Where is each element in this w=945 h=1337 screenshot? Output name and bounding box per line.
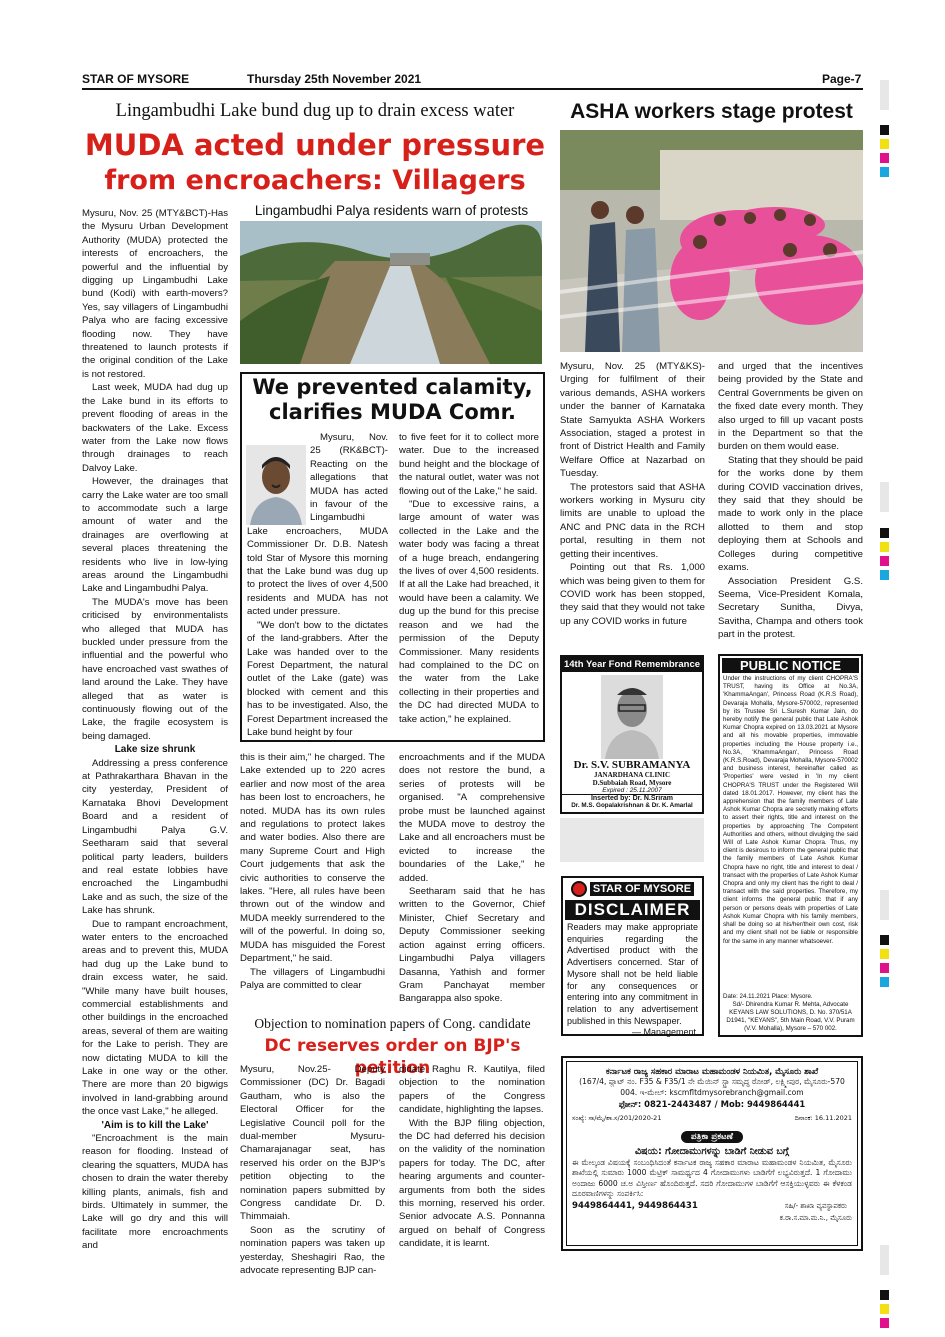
lead-para: The villagers of Lingambudhi Palya are committed to clear (240, 966, 385, 991)
lead-para: Due to rampant encroachment, water enters to the encroached areas and to prevent this, MUDA had dug up the Lake bund to drain excess water, he said. "While many have built houses, commercial establishments and other buildings in the encroached areas, several of them are waiting for the Lake to perish. They are now dictating MUDA to kill the Lake in one way or the other. There are more than 20 bigwigs involved in land-grabbing around the once vast Lake," he alleged. (82, 918, 228, 1118)
photo-float (247, 431, 310, 523)
remembrance-photo (601, 675, 663, 759)
calamity-para: Mysuru, Nov. 25 (RK&BCT)-Reacting on the allegations that MUDA has acted in favour of the Lingambudhi Lake encroachers, MUDA Commissioner Dr. D.B. Natesh told Star of Mysore this morning that the Lake bund was dug up to protect the lives of over 4,500 residents and MUDA has not acted under pressure. (247, 432, 388, 618)
remembrance-clinic: JANARDHANA CLINIC (593, 771, 671, 779)
calamity-column-1 (247, 431, 388, 739)
remembrance-ad (560, 655, 704, 814)
kannada-body: ಈ ಮೇಲ್ಕಂಡ ವಿಷಯಕ್ಕೆ ಸಂಬಂಧಿಸಿದಂತೆ ಕರ್ನಾಟಕ ರಾಜ್ಯ ಸಹಕಾರ ಮಾರಾಟ ಮಹಾಮಂಡಳ ನಿಯಮಿತ, ಮೈಸೂರು ಶಾಖೆಯಲ್ಲಿ ಸುಮಾರು 1000 ಮೆಟ್ರಿಕ್ ಸಾಮರ್ಥ್ಯದ 4 ಗೋದಾಮುಗಳು ಬಾಡಿಗೆಗೆ ಲಭ್ಯವಿರುತ್ತದೆ. 1 ಗೋದಾಮು ಅಂದಾಜು 6000 ಚ.ಅ ವಿಸ್ತೀರ್ಣ ಹೊಂದಿರುತ್ತದೆ. ಸದರಿ ಗೋದಾಮುಗಳ ಬಾಡಿಗೆಗೆ ಆಸಕ್ತಿಯುಳ್ಳವರು ಈ ಕೆಳಕಂಡ ದೂರವಾಣಿಗಳನ್ನು ಸಂಪರ್ಕಿಸಿ: (572, 1158, 852, 1199)
dc-para: Soon as the scrutiny of nomination papers was taken up yesterday, Sheshagiri Rao, the advocate representing BJP can- (240, 1224, 385, 1277)
disclaimer-sign: — Management (631, 1027, 696, 1038)
disclaimer-logo (563, 881, 702, 897)
disclaimer-text: Readers may make appropriate enquiries regarding the Advertised product with the Advertisers concerned. Star of Mysore shall not be held liable for any consequences or entering into any commitment in relation to any advertisement published in this Newspaper. (567, 922, 698, 1026)
logo-icon (571, 881, 587, 897)
kannada-ad (561, 1056, 863, 1251)
kannada-refline (572, 1112, 852, 1124)
calamity-dateline (247, 431, 388, 619)
kannada-footer (572, 1200, 852, 1224)
logo-text: STAR OF MYSORE (590, 882, 694, 896)
lead-subhead: 'Aim is to kill the Lake' (101, 1119, 209, 1131)
asha-column-2 (718, 360, 863, 642)
lead-headline-2: from encroachers: Villagers (104, 165, 526, 196)
calamity-headline-2: clarifies MUDA Comr. (269, 400, 516, 424)
calamity-para: to five feet for it to collect more water. Due to the increased bund height and the blockage of the natural outlet, water was not flowing out of the Lake," he said. (399, 432, 539, 497)
lead-para: The MUDA's move has been criticised by environmentalists who alleged that MUDA has buckled under pressure from the influential and the powerful who have encroached vast swathes of land around the Lake. They have alleged that as water is continuously flowing out of the Lake, the fragile ecosystem is being damaged. (82, 596, 228, 742)
kannada-date: ದಿನಾಂಕ: 16.11.2021 (794, 1114, 852, 1122)
paper-name: STAR OF MYSORE (82, 72, 190, 86)
remembrance-by: Dr. M.S. Gopalakrishnan & Dr. K. Amarlal (571, 802, 693, 809)
blank-space (560, 818, 704, 862)
calamity-headline (244, 375, 541, 425)
public-notice-text: Under the instructions of my client CHOPRA'S TRUST, having its Office at No.3A, 'KhammaAngan', Princess Road (K.R.S Road), Devaraja Mohalla, Mysore-570002, represented by its Trustee Sri L.Suresh Kumar Jain, do hereby notify the general public that Late Ashok Kumar Chopra expired on 13.03.2021 at Mysore and all his movable properties, immovable properties including the House property i.e., No.3A, 'KhammaAngan', Princess Road (K.R.S.Road), Devaraja Mohalla, Mysore-570002 and business interest, hereinafter called as 'Properties' were vested in 'In my client CHOPRA'S TRUST under the Registered Will dated 18.01.2017. However, my client has the apprehension that the family members of Late Ashok Kumar Chopra are secretly making efforts to assert their rights, title and interest on the properties by approaching The Competent Authorities and others, without divulging the said Will of Late Ashok Kumar Chopra. Thus, my client is desirous to inform the general public that the family members of Late Ashok Kumar Chopra have no right, title and interest to deal / transact with the properties of Late Ashok Kumar Chopra and only my client has the right to deal / transact with the said properties. Therefore, my client informs the general public that if any person or persons deals with properties of Late Ashok Kumar Chopra with his family members, shall be doing so at his/her/their own cost, risk and my client shall not be liable or responsible for the same in any manner whatsoever. (723, 675, 858, 945)
remembrance-expired: Expired : 25.11.2007 (602, 787, 662, 794)
dc-para: Mysuru, Nov.25- Deputy Commissioner (DC) Dr. Bagadi Gautham, who is also the Electoral Officer for the Legislative Council poll for the dual-member Mysuru-Chamarajanagar seat, has reserved his order on the BJP's petition objecting to the nomination papers submitted by Congress candidate Dr. D. Thimmaiah. (240, 1064, 385, 1223)
kannada-org: ಕರ್ನಾಟಕ ರಾಜ್ಯ ಸಹಕಾರ ಮಾರಾಟ ಮಹಾಮಂಡಳ ನಿಯಮಿತ, ಮೈಸೂರು ಶಾಖೆ (605, 1066, 819, 1076)
lead-column-1 (82, 207, 228, 1257)
kannada-sign (780, 1200, 852, 1224)
lead-column-2 (240, 751, 385, 992)
kannada-press-wrap (572, 1126, 852, 1144)
dc-para: didate Raghu R. Kautilya, filed objection to the nomination papers of the Congress candidate, highlighting the lapses. (399, 1064, 545, 1116)
asha-para: Stating that they should be paid for the works done by them during COVID vaccination drives, they said that they should be made to work only in the place allotted to them and stop deploying them at Schools and Colleges during competitive exams. (718, 454, 863, 574)
public-notice-box (718, 654, 863, 1037)
kannada-sign-1: ಸಹಿ/- ಶಾಖಾ ವ್ಯವಸ್ಥಾಪಕರು (784, 1201, 847, 1210)
remembrance-inserted: Inserted by: Dr. N.Sriram (562, 794, 702, 802)
remembrance-title: 14th Year Fond Remembrance (563, 659, 701, 670)
lead-para: encroachments and if the MUDA does not restore the bund, a series of protests will be organised. "A comprehensive probe must be launched against the MUDA move to destroy the Lake and all encroachers must be evicted to increase the boundaries of the Lake," he added. (399, 752, 545, 884)
public-notice-title: PUBLIC NOTICE (722, 658, 859, 673)
lead-headline-1: MUDA acted under pressure (84, 128, 546, 162)
asha-para: and urged that the incentives being provided by the State and Central Governments be given on the fixed date every month. They also urged to fill up vacant posts in the Department so that the burden on them would ease. (718, 361, 863, 453)
asha-column-1 (560, 360, 705, 628)
dc-column-1 (240, 1063, 385, 1278)
dc-headline: DC reserves order on BJP's petition (264, 1036, 521, 1078)
lead-para: Last week, MUDA had dug up the Lake bund in its efforts to prevent flooding of areas in the backwaters of the Lake. Excess water from the Lake now flows through drainages to reach Dalvoy Lake. (82, 382, 228, 474)
lead-para: However, the drainages that carry the Lake water are too small to accommodate such a large amount of water and the drainages are overflowing at several places threatening the residents who live in low-lying areas around the Lingambudhi Lake and Lingambudhi Palya. (82, 476, 228, 595)
calamity-para: "Due to excessive rains, a large amount of water was collected in the Lake and the water body was facing a threat of a huge breach, endangering the lives of over 4,500 residents. If at all the Lake had breached, it would have been a calamity. We dug up the bund for this precise reason and we had the permission of the Deputy Commissioner. Many residents had complained to the DC on the water from the Lake collecting in their properties and the DC had directed MUDA to take action," he explained. (399, 499, 539, 725)
lead-para: Addressing a press conference at Pathrakarthara Bhavan in the city yesterday, President of Karnataka Bhovi Development Board and a resident of Lingambudhi Palya G.V. Seetharam said that several political party leaders, builders and real estate lobbies have encroached the Lingambudhi Lake and as such, the size of the Lake has shrunk. (82, 757, 228, 917)
lead-kicker: Lingambudhi Lake bund dug up to drain excess water (115, 101, 515, 121)
kannada-press: ಪತ್ರಿಕಾ ಪ್ರಕಟಣೆ (681, 1131, 743, 1143)
kannada-address: (167/4, ಪ್ಲಾಟ್ ನಂ. F35 & F35/1 ನೇ ಮೆಯಿನ್ ಸ್ಟ್ರಾ ಸಮೃದ್ಧ ರೋಡ್, ಲಕ್ಷ್ಮೀಪುರ, ಮೈಸೂರು-570 004. ಇ-ಮೇಲ್: kscmfltdmysorebranch@gmail.com (579, 1077, 845, 1097)
masthead-rule (82, 88, 863, 90)
dc-column-2 (399, 1063, 545, 1251)
asha-para: Mysuru, Nov. 25 (MTY&KS)-Urging for fulfilment of their various demands, ASHA workers under the banner of Karnataka State Samyukta ASHA Workers Association, staged a protest in front of District Health and Family Welfare Office at Nazarbad on Tuesday. (560, 361, 705, 480)
calamity-headline-1: We prevented calamity, (252, 375, 533, 399)
lead-subhead: Lake size shrunk (114, 744, 196, 756)
kannada-sign-2: ಕ.ರಾ.ಸ.ಮಾ.ಮ.ನಿ., ಮೈಸೂರು (779, 1213, 852, 1222)
lake-bund-photo (240, 221, 542, 364)
kannada-subject: ವಿಷಯ: ಗೋದಾಮುಗಳನ್ನು ಬಾಡಿಗೆ ನೀಡುವ ಬಗ್ಗೆ (634, 1146, 790, 1157)
calamity-column-2 (399, 431, 539, 726)
asha-headline: ASHA workers stage protest (570, 100, 853, 123)
disclaimer-box (561, 876, 704, 1036)
asha-para: The protestors said that ASHA workers working in Mysuru city limits are unable to upload the ANC and PNC data in the RCH portal, resulting in them not getting their incentives. (560, 481, 705, 560)
lead-para: "Encroachment is the main reason for flooding. Instead of clearing the squatters, MUDA has chosen to drain the water thereby killing plants, animals, fish and birds. Ultimately in summer, the Lake will go dry and this will facilitate more encroachments and (82, 1133, 228, 1252)
lead-para: this is their aim," he charged. The Lake extended up to 220 acres earlier and now most of the area has been lost to encroachers, he noted. MUDA has its own rules and regulations to protect lakes and water bodies. Also there are many Supreme Court and High Court judgements that ask the civic authorities to conserve the lakes. "Here, all rules have been thrown out of the window and MUDA meekly surrendered to the will of the powerful. In doing so, MUDA has misguided the Forest Department," he said. (240, 752, 385, 965)
lead-photo-caption: Lingambudhi Palya residents warn of protests (254, 203, 529, 218)
public-notice-sign: Sd/- Dhirendra Kumar R. Mehta, Advocate KEYANS LAW SOLUTIONS, D. No. 370/51A D1941, "KEYANS", 5th Main Road, V.V. Puram (V.V. Mohalla), Mysore – 570 002. (726, 1001, 855, 1032)
disclaimer-title: DISCLAIMER (565, 900, 700, 920)
lead-para: Seetharam said that he has written to the Governor, Chief Minister, Chief Secretary and Deputy Commissioner seeking action against erring officers. Lingambudhi Palya villagers Dasanna, Yathish and former Gram Panchayat member Bangarappa also spoke. (399, 886, 545, 1005)
kannada-phones: 9449864441, 9449864431 (572, 1200, 698, 1211)
calamity-para: "We don't bow to the dictates of the land-grabbers. After the Lake was handed over to the Forest Department, the natural outlet of the Lake (gate) was blocked with cement and this has to be investigated. Also, the Forest Department increased the Lake bund height by four (247, 619, 388, 738)
remembrance-address: D.Subbaiah Road, Mysore (592, 779, 672, 787)
lead-column-3 (399, 751, 545, 1006)
dc-para: With the BJP filing objection, the DC had deferred his decision on the validity of the nomination papers for today. The DC, after hearing arguments and counter-arguments from both the sides this morning, reserved his order. Senior advocate A.S. Ponnanna argued on behalf of Congress candidate, it is learnt. (399, 1117, 545, 1250)
asha-para: Pointing out that Rs. 1,000 which was being given to them for COVID work has been stopped, they said that they would not take up any COVID works in future (560, 562, 705, 627)
kannada-ref: ಸಂಖ್ಯೆ: ಸಾ/ಮೈ/ಶಾ.ಸ/201/2020-21 (572, 1114, 662, 1122)
dc-kicker: Objection to nomination papers of Cong. candidate (254, 1016, 531, 1031)
asha-para: Association President G.S. Seema, Vice-President Komala, Secretary Sunitha, Divya, Savitha, Champa and others took part in the protest. (718, 575, 863, 641)
kannada-phone: ಫೋನ್: 0821-2443487 / Mob: 9449864441 (618, 1099, 806, 1109)
issue-date: Thursday 25th November 2021 (247, 72, 422, 86)
page-number: Page-7 (822, 72, 862, 86)
asha-protest-photo (560, 130, 863, 352)
remembrance-name: Dr. S.V. SUBRAMANYA (573, 759, 691, 771)
lead-para: Mysuru, Nov. 25 (MTY&BCT)-Has the Mysuru Urban Development Authority (MUDA) protected the interests of encroachers, the powerful and the influential by digging up Lingambudhi Lake bund (Kodi) with earth-movers? Yes, say villagers of Lingambudhi Palya who are facing excessive flooding now. They have threatened to launch protests if the original condition of the Lake is not restored. (82, 208, 228, 380)
public-notice-date: Date: 24.11.2021 Place: Mysore. (723, 993, 813, 1000)
